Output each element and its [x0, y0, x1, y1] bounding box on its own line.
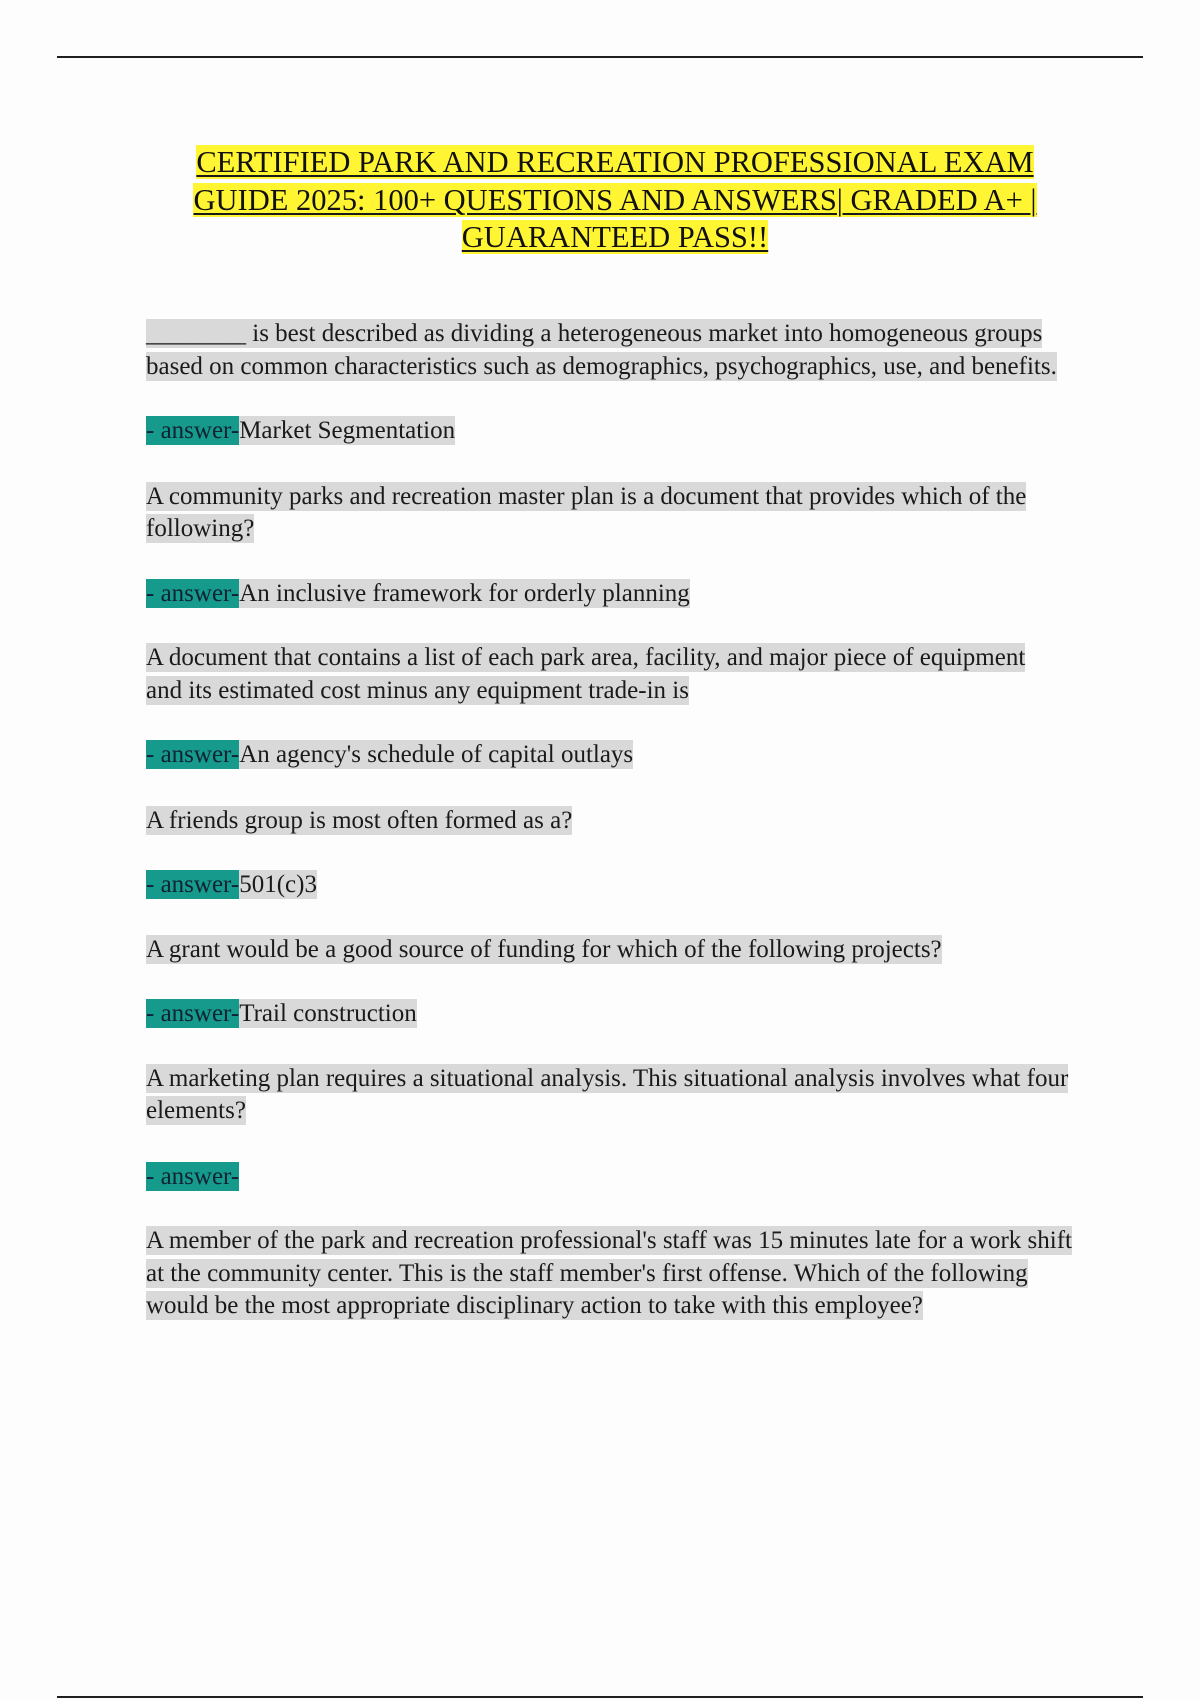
title-line: GUIDE 2025: 100+ QUESTIONS AND ANSWERS| GRADED A+ | — [193, 182, 1037, 217]
answer-tag: - answer- — [146, 1162, 240, 1190]
document-title — [145, 144, 1085, 257]
question-text — [146, 481, 1076, 546]
question-highlight: A community parks and recreation master plan is a document that provides which of the following? — [146, 482, 1027, 542]
question-text — [146, 1225, 1091, 1323]
question-highlight: A document that contains a list of each park area, facility, and major piece of equipment and its estimated cost minus any equipment trade-in is — [146, 644, 1026, 704]
question-text — [146, 805, 1086, 838]
answer-tag: - answer- — [146, 579, 240, 607]
answer-tag: - answer- — [146, 741, 240, 768]
answer-tag: - answer- — [146, 871, 240, 898]
question-text — [146, 1063, 1081, 1128]
title-line: CERTIFIED PARK AND RECREATION PROFESSIONAL EXAM — [196, 145, 1034, 179]
answer-line — [146, 739, 1086, 772]
answer-line — [146, 578, 1086, 611]
answer-tag: - answer- — [146, 417, 240, 444]
top-rule — [57, 56, 1143, 58]
question-highlight: A grant would be a good source of funding for which of the following projects? — [146, 935, 942, 963]
question-highlight: ________ is best described as dividing a heterogeneous market into homogeneous groups based on common characteristics such as demographics, psychographics, use, and benefits. — [146, 320, 1057, 380]
answer-text: An inclusive framework for orderly planning — [239, 579, 690, 607]
answer-text: Trail construction — [239, 1000, 417, 1027]
bottom-rule — [57, 1696, 1143, 1698]
question-highlight: A friends group is most often formed as a? — [146, 806, 573, 834]
question-text — [146, 934, 1086, 967]
question-highlight: A member of the park and recreation professional's staff was 15 minutes late for a work shift at the community center. This is the staff member's first offense. Which of the following would be the most appropriate disciplinary action to take with this employee? — [146, 1227, 1072, 1319]
answer-text: 501(c)3 — [239, 871, 317, 898]
answer-line — [146, 1161, 1086, 1194]
answer-text: An agency's schedule of capital outlays — [239, 741, 634, 768]
question-text — [146, 318, 1066, 383]
answer-line — [146, 998, 1086, 1031]
answer-text: Market Segmentation — [239, 417, 456, 444]
answer-tag: - answer- — [146, 1000, 240, 1027]
answer-line — [146, 869, 1086, 902]
title-line: GUARANTEED PASS!! — [461, 220, 769, 254]
qa-list — [146, 318, 1086, 1323]
answer-line — [146, 415, 1086, 448]
question-text — [146, 642, 1046, 707]
question-highlight: A marketing plan requires a situational analysis. This situational analysis involves what four elements? — [146, 1064, 1069, 1124]
